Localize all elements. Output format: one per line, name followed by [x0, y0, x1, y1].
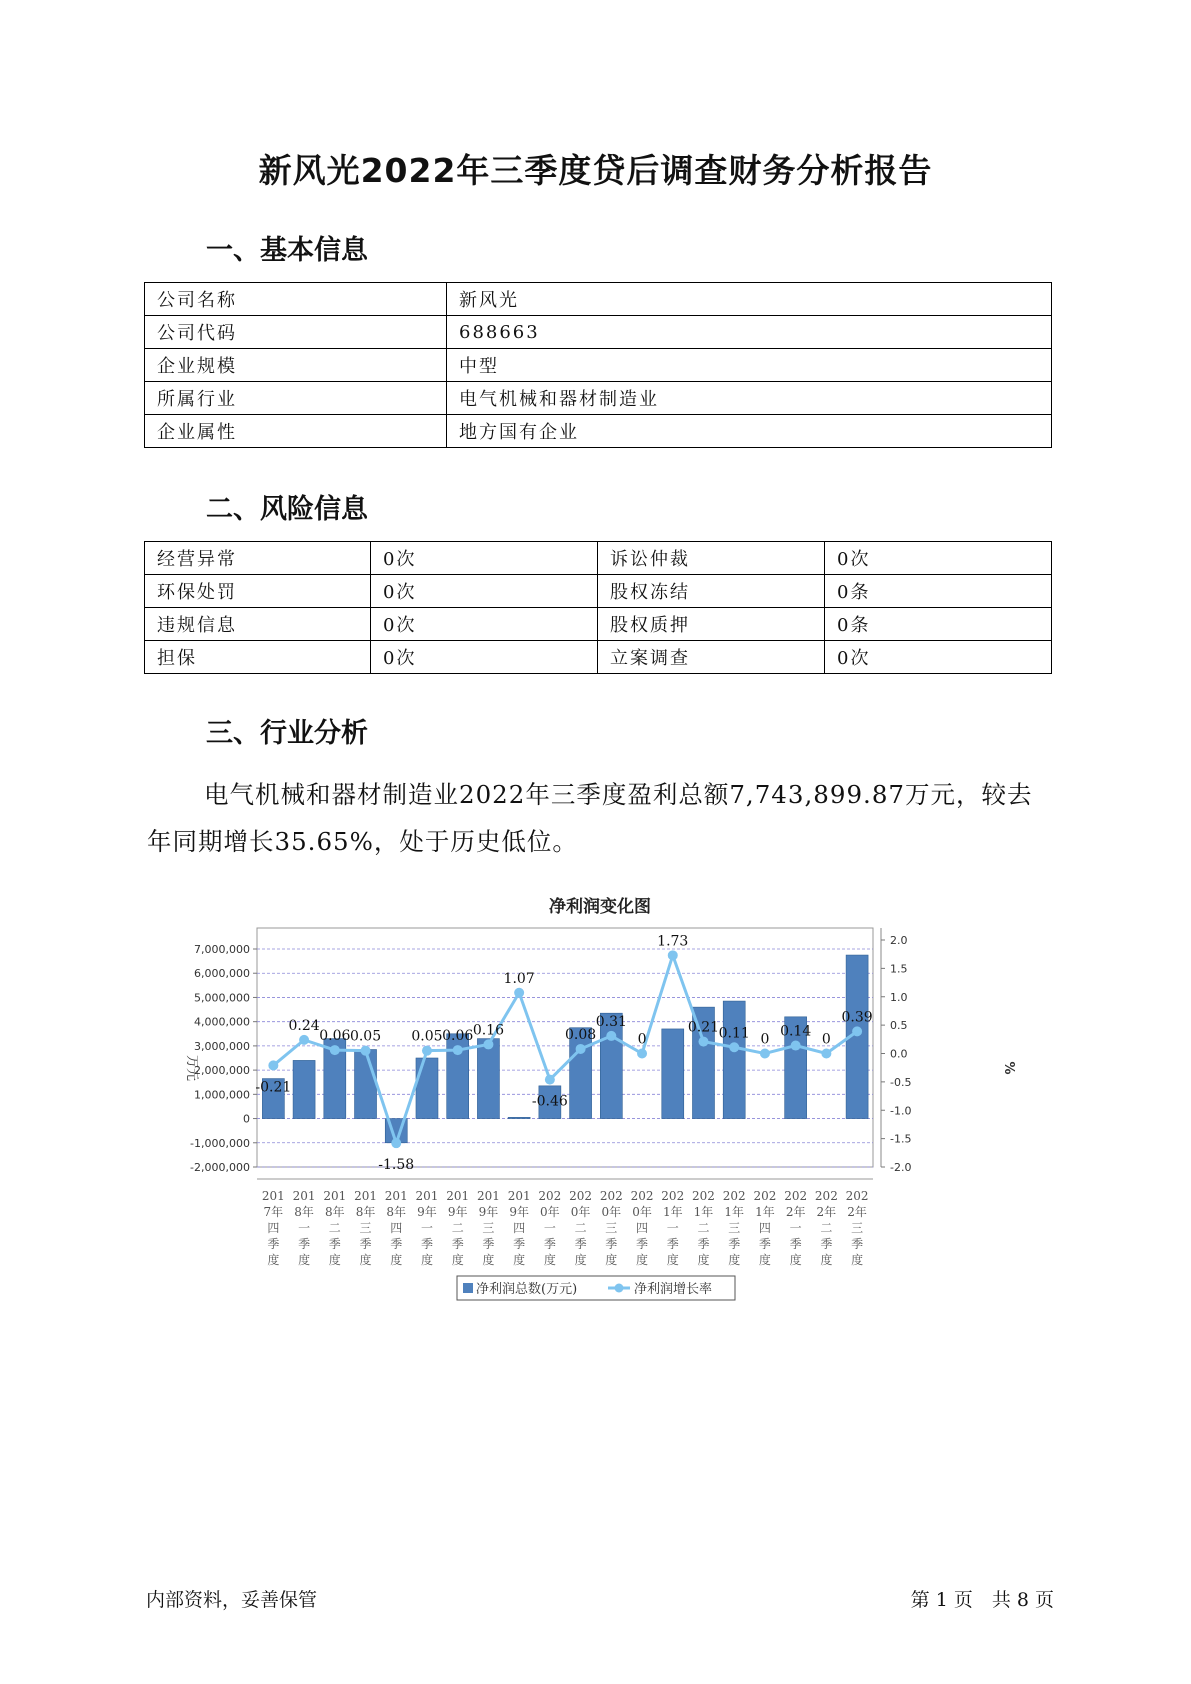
x-tick-label-line: 度	[359, 1253, 372, 1267]
x-tick-label-line: 202	[692, 1189, 715, 1203]
x-tick-label-line: 度	[298, 1253, 311, 1267]
x-tick-label-line: 202	[569, 1189, 593, 1203]
left-tick-label: 0	[243, 1112, 250, 1126]
x-tick-label-line: 8年	[324, 1205, 345, 1219]
growth-rate-point	[483, 1039, 493, 1049]
risk-info-row	[145, 575, 1052, 608]
x-tick-label	[815, 1189, 838, 1267]
x-tick-label-line: 季	[758, 1237, 771, 1251]
x-tick-label-line: 202	[814, 1189, 838, 1203]
legend-label-line: 净利润增长率	[634, 1282, 713, 1297]
risk-label: 担保	[145, 641, 371, 674]
x-tick-label-line: 度	[482, 1253, 495, 1267]
growth-rate-point	[729, 1042, 739, 1052]
x-tick-label-line: 四	[390, 1221, 403, 1235]
x-tick-label-line: 度	[636, 1253, 649, 1267]
growth-rate-data-label: 0.05	[349, 1028, 382, 1045]
x-tick-label-line: 201	[261, 1189, 285, 1203]
x-tick-label-line: 季	[605, 1237, 618, 1251]
growth-rate-data-label: 0.06	[319, 1028, 351, 1045]
left-tick-label: 7,000,000	[194, 943, 250, 956]
x-tick-label-line: 度	[605, 1253, 618, 1267]
x-tick-label-line: 201	[415, 1189, 439, 1203]
risk-label: 经营异常	[145, 542, 371, 575]
right-tick-label: 0.5	[890, 1019, 908, 1033]
x-tick-label-line: 202	[845, 1189, 869, 1203]
risk-label: 立案调查	[598, 641, 825, 674]
section-heading-basic-info: 一、基本信息	[206, 235, 368, 266]
x-tick-label-line: 0年	[570, 1205, 591, 1219]
chart-legend	[457, 1276, 735, 1300]
x-tick-label	[262, 1189, 285, 1267]
x-tick-label-line: 一	[298, 1221, 311, 1235]
x-tick-label-line: 201	[446, 1189, 470, 1203]
chart-bar	[355, 1050, 377, 1119]
growth-rate-data-label: 0.24	[288, 1017, 320, 1034]
chart-bar	[416, 1058, 438, 1119]
growth-rate-data-label: 0	[821, 1031, 831, 1048]
x-tick-label	[323, 1189, 346, 1267]
growth-rate-point	[545, 1075, 555, 1085]
x-tick-label	[354, 1189, 377, 1267]
x-tick-label-line: 2年	[847, 1205, 867, 1219]
risk-value: 0次	[371, 608, 598, 641]
x-tick-label-line: 1年	[724, 1205, 745, 1219]
x-tick-label-line: 度	[390, 1253, 403, 1267]
x-tick-label-line: 四	[513, 1221, 526, 1235]
x-tick-label-line: 三	[482, 1221, 495, 1235]
risk-value: 0次	[825, 641, 1052, 674]
x-tick-label-line: 202	[784, 1189, 808, 1203]
legend-swatch-point	[615, 1284, 624, 1293]
growth-rate-data-label: 0.14	[780, 1023, 812, 1040]
growth-rate-data-label: 0.39	[841, 1009, 873, 1026]
x-tick-label-line: 8年	[386, 1205, 407, 1219]
risk-label: 股权冻结	[598, 575, 825, 608]
x-tick-label-line: 度	[513, 1253, 526, 1267]
x-tick-label-line: 三	[605, 1221, 618, 1235]
basic-info-row	[145, 316, 1052, 349]
x-tick-label	[631, 1189, 654, 1267]
x-tick-label-line: 度	[789, 1253, 802, 1267]
x-tick-label-line: 一	[543, 1221, 556, 1235]
x-tick-label-line: 三	[851, 1221, 864, 1235]
x-tick-label-line: 季	[574, 1237, 587, 1251]
chart-bar	[723, 1001, 745, 1118]
chart-bar	[293, 1060, 315, 1118]
growth-rate-data-label: 0	[760, 1031, 770, 1048]
x-tick-label-line: 季	[298, 1237, 311, 1251]
x-tick-label-line: 9年	[447, 1205, 468, 1219]
x-tick-label	[508, 1189, 531, 1267]
x-tick-label-line: 度	[728, 1253, 741, 1267]
report-title: 新风光2022年三季度贷后调查财务分析报告	[258, 151, 933, 190]
x-tick-label-line: 四	[267, 1221, 280, 1235]
x-tick-label-line: 季	[513, 1237, 526, 1251]
x-tick-label-line: 度	[697, 1253, 710, 1267]
x-tick-label-line: 一	[420, 1221, 433, 1235]
basic-info-value: 地方国有企业	[447, 415, 1052, 448]
basic-info-value: 中型	[447, 349, 1052, 382]
left-tick-label: -2,000,000	[190, 1161, 250, 1174]
x-tick-label	[477, 1189, 500, 1267]
risk-label: 股权质押	[598, 608, 825, 641]
x-tick-label-line: 202	[538, 1189, 562, 1203]
x-tick-label-line: 度	[758, 1253, 771, 1267]
growth-rate-point	[361, 1046, 371, 1056]
basic-info-row	[145, 382, 1052, 415]
x-tick-label-line: 二	[451, 1221, 464, 1235]
growth-rate-data-label: 0.06	[442, 1028, 474, 1045]
growth-rate-data-label: 0.21	[687, 1019, 720, 1036]
x-tick-label-line: 季	[420, 1237, 433, 1251]
growth-rate-point	[576, 1044, 586, 1054]
right-tick-label: 2.0	[890, 934, 908, 947]
x-tick-label-line: 季	[728, 1237, 741, 1251]
x-tick-label-line: 9年	[509, 1205, 529, 1219]
risk-value: 0次	[371, 641, 598, 674]
x-tick-label-line: 二	[328, 1221, 341, 1235]
legend-label-bar: 净利润总数(万元)	[476, 1282, 578, 1297]
x-tick-label-line: 2年	[816, 1205, 837, 1219]
growth-rate-data-label: -0.46	[531, 1093, 568, 1110]
chart-bar	[662, 1029, 684, 1119]
growth-rate-point	[821, 1049, 831, 1059]
x-tick-label-line: 202	[722, 1189, 746, 1203]
x-tick-label-line: 季	[543, 1237, 556, 1251]
x-tick-label-line: 季	[820, 1237, 833, 1251]
x-tick-label	[723, 1189, 746, 1267]
x-tick-label-line: 2年	[785, 1205, 806, 1219]
x-tick-label-line: 202	[753, 1189, 777, 1203]
x-tick-label-line: 0年	[601, 1205, 622, 1219]
risk-label: 诉讼仲裁	[598, 542, 825, 575]
left-tick-label: -1,000,000	[190, 1136, 250, 1150]
x-tick-label-line: 1年	[662, 1205, 683, 1219]
risk-info-table	[144, 541, 1052, 674]
risk-info-row	[145, 608, 1052, 641]
growth-rate-point	[637, 1049, 647, 1059]
left-tick-label: 6,000,000	[194, 967, 250, 981]
x-tick-label-line: 度	[574, 1253, 587, 1267]
x-tick-label	[385, 1189, 408, 1267]
risk-value: 0条	[825, 575, 1052, 608]
right-axis-label: %	[1001, 1061, 1016, 1075]
x-tick-label-line: 201	[292, 1189, 316, 1203]
x-tick-label-line: 季	[666, 1237, 679, 1251]
growth-rate-data-label: 0	[637, 1031, 647, 1048]
x-tick-label-line: 季	[451, 1237, 464, 1251]
x-tick-label-line: 度	[666, 1253, 679, 1267]
basic-info-label: 企业属性	[145, 415, 447, 448]
x-tick-label-line: 9年	[417, 1205, 437, 1219]
risk-label: 环保处罚	[145, 575, 371, 608]
x-tick-label-line: 季	[390, 1237, 403, 1251]
basic-info-table	[144, 282, 1052, 448]
x-tick-label-line: 0年	[540, 1205, 560, 1219]
x-tick-label-line: 202	[599, 1189, 623, 1203]
basic-info-value: 电气机械和器材制造业	[447, 382, 1052, 415]
x-tick-label-line: 度	[820, 1253, 833, 1267]
growth-rate-data-label: 0.05	[411, 1028, 443, 1045]
risk-info-row	[145, 641, 1052, 674]
section-heading-industry: 三、行业分析	[206, 718, 368, 749]
chart-bar	[477, 1039, 499, 1119]
growth-rate-data-label: 0.16	[472, 1022, 505, 1039]
growth-rate-data-label: 0.11	[718, 1025, 750, 1042]
left-tick-label: 5,000,000	[194, 991, 250, 1005]
x-tick-label-line: 8年	[294, 1205, 314, 1219]
x-tick-label	[661, 1189, 684, 1267]
x-tick-label	[784, 1189, 807, 1267]
x-tick-label-line: 季	[697, 1237, 710, 1251]
x-tick-label-line: 202	[661, 1189, 685, 1203]
footer-page-number: 第 1 页 共 8 页	[910, 1589, 1054, 1611]
x-tick-label-line: 季	[328, 1237, 341, 1251]
x-tick-label	[446, 1189, 469, 1267]
basic-info-row	[145, 349, 1052, 382]
basic-info-label: 企业规模	[145, 349, 447, 382]
x-tick-label-line: 二	[574, 1221, 587, 1235]
plot-area	[257, 928, 873, 1167]
x-tick-label-line: 1年	[693, 1205, 714, 1219]
x-tick-label-line: 四	[758, 1221, 771, 1235]
risk-info-row	[145, 542, 1052, 575]
x-tick-label-line: 季	[636, 1237, 649, 1251]
x-tick-label-line: 度	[543, 1253, 556, 1267]
x-tick-label-line: 二	[820, 1221, 833, 1235]
right-tick-label: 1.5	[890, 962, 908, 976]
growth-rate-point	[422, 1046, 432, 1056]
x-tick-label-line: 度	[267, 1253, 280, 1267]
chart-bar	[508, 1117, 530, 1118]
left-tick-label: 2,000,000	[194, 1064, 250, 1078]
growth-rate-data-label: 0.08	[565, 1026, 597, 1043]
net-profit-chart	[160, 885, 1030, 1345]
growth-rate-data-label: -0.21	[255, 1079, 292, 1096]
chart-title: 净利润变化图	[549, 897, 651, 917]
risk-value: 0次	[371, 542, 598, 575]
x-tick-label	[692, 1189, 715, 1267]
right-tick-label: -1.0	[890, 1104, 912, 1118]
x-tick-label-line: 201	[354, 1189, 377, 1203]
growth-rate-data-label: 1.07	[503, 970, 535, 987]
basic-info-label: 公司代码	[145, 316, 447, 349]
x-tick-label-line: 三	[728, 1221, 741, 1235]
x-tick-label	[569, 1189, 592, 1267]
x-tick-label-line: 度	[328, 1253, 341, 1267]
x-tick-label-line: 201	[384, 1189, 408, 1203]
risk-label: 违规信息	[145, 608, 371, 641]
x-tick-label-line: 202	[630, 1189, 654, 1203]
growth-rate-point	[453, 1045, 463, 1055]
basic-info-row	[145, 415, 1052, 448]
x-tick-label	[600, 1189, 623, 1267]
left-tick-label: 3,000,000	[194, 1039, 250, 1053]
growth-rate-point	[330, 1045, 340, 1055]
right-tick-label: -1.5	[890, 1132, 912, 1146]
growth-rate-point	[606, 1031, 616, 1041]
x-tick-label-line: 一	[789, 1221, 802, 1235]
x-tick-label-line: 季	[267, 1237, 280, 1251]
risk-value: 0次	[371, 575, 598, 608]
x-tick-label-line: 一	[666, 1221, 679, 1235]
x-tick-label-line: 四	[636, 1221, 649, 1235]
growth-rate-point	[514, 988, 524, 998]
growth-rate-point	[791, 1041, 801, 1051]
right-tick-label: 1.0	[890, 990, 908, 1004]
x-tick-label-line: 8年	[355, 1205, 376, 1219]
growth-rate-point	[668, 950, 678, 960]
industry-paragraph-text: 电气机械和器材制造业2022年三季度盈利总额7,743,899.87万元，较去年同期增长35.65%，处于历史低位。	[147, 780, 1033, 856]
growth-rate-point	[268, 1060, 278, 1070]
x-tick-label-line: 7年	[263, 1205, 284, 1219]
growth-rate-point	[852, 1026, 862, 1036]
basic-info-label: 所属行业	[145, 382, 447, 415]
x-tick-label	[293, 1189, 316, 1267]
right-tick-label: -0.5	[890, 1075, 912, 1089]
x-tick-label	[753, 1189, 776, 1267]
section-heading-risk-info: 二、风险信息	[206, 494, 368, 525]
risk-value: 0条	[825, 608, 1052, 641]
x-tick-label-line: 三	[359, 1221, 372, 1235]
right-tick-label: 0.0	[890, 1047, 908, 1061]
right-tick-label: -2.0	[890, 1161, 912, 1174]
x-tick-label-line: 季	[359, 1237, 372, 1251]
x-tick-label-line: 度	[420, 1253, 433, 1267]
x-tick-label-line: 季	[789, 1237, 802, 1251]
x-tick-label-line: 季	[851, 1237, 864, 1251]
growth-rate-point	[698, 1037, 708, 1047]
basic-info-value: 688663	[447, 316, 1052, 349]
industry-paragraph	[147, 771, 1047, 865]
growth-rate-data-label: -1.58	[378, 1157, 415, 1174]
growth-rate-data-label: 1.73	[657, 933, 689, 950]
x-tick-label-line: 1年	[755, 1205, 775, 1219]
x-tick-label	[538, 1189, 561, 1267]
x-tick-label	[416, 1189, 439, 1267]
x-tick-label-line: 度	[451, 1253, 464, 1267]
x-tick-label-line: 0年	[632, 1205, 652, 1219]
footer-confidential: 内部资料，妥善保管	[146, 1589, 318, 1611]
growth-rate-data-label: 0.31	[595, 1013, 627, 1030]
x-tick-label-line: 季	[482, 1237, 495, 1251]
x-tick-label-line: 二	[697, 1221, 710, 1235]
left-axis-label: 万元	[184, 1054, 199, 1082]
growth-rate-point	[760, 1049, 770, 1059]
basic-info-label: 公司名称	[145, 283, 447, 316]
basic-info-value: 新风光	[447, 283, 1052, 316]
left-tick-label: 1,000,000	[194, 1088, 250, 1102]
x-tick-label-line: 201	[507, 1189, 531, 1203]
growth-rate-point	[299, 1035, 309, 1045]
legend-swatch-bar	[463, 1283, 473, 1293]
growth-rate-point	[391, 1138, 401, 1148]
risk-value: 0次	[825, 542, 1052, 575]
x-tick-label-line: 201	[476, 1189, 500, 1203]
x-tick-label-line: 度	[851, 1253, 864, 1267]
x-tick-label-line: 201	[323, 1189, 347, 1203]
x-tick-label-line: 9年	[478, 1205, 499, 1219]
left-tick-label: 4,000,000	[194, 1015, 250, 1029]
x-tick-label	[846, 1189, 869, 1267]
basic-info-row	[145, 283, 1052, 316]
